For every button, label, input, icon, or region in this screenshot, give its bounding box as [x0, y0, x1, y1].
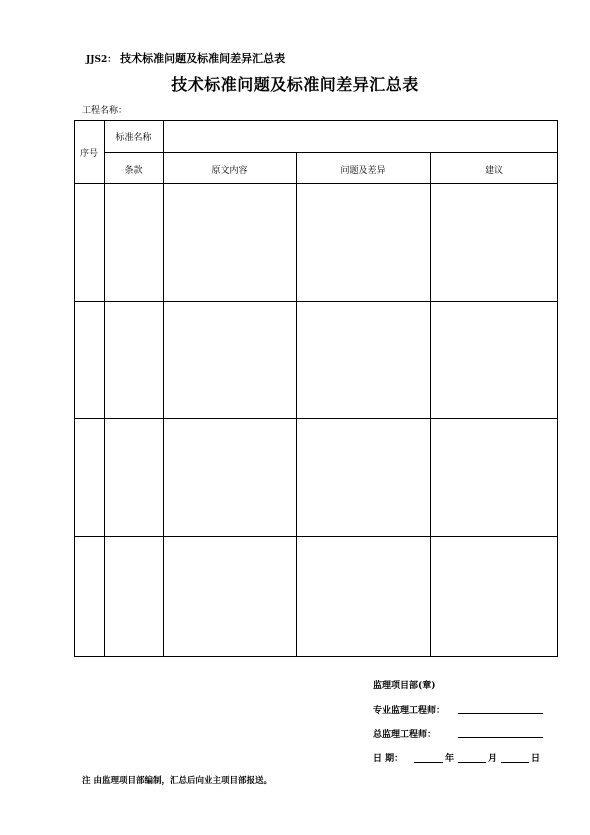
column-header-original: 原文内容	[211, 166, 248, 176]
column-header-suggestion: 建议	[484, 166, 503, 176]
column-line	[296, 152, 297, 657]
serial-header: 序号	[79, 149, 98, 159]
header-bottom-line	[74, 183, 558, 184]
column-header-issue: 问题及差异	[340, 166, 386, 176]
row-divider	[74, 536, 558, 537]
column-line	[163, 120, 164, 657]
chief-signature-line[interactable]	[458, 737, 543, 738]
form-code-line	[86, 50, 285, 66]
year-label: 年	[445, 754, 455, 764]
header-divider	[104, 152, 558, 153]
engineer-label: 专业监理工程师：	[373, 706, 446, 716]
day-label: 日	[531, 754, 541, 764]
month-label: 月	[488, 754, 498, 764]
column-line	[104, 120, 105, 657]
engineer-signature-line[interactable]	[458, 713, 543, 714]
month-input-line[interactable]	[458, 762, 486, 763]
row-divider	[74, 418, 558, 419]
year-input-line[interactable]	[414, 762, 443, 763]
chief-engineer-label: 总监理工程师：	[373, 730, 437, 740]
column-line	[430, 152, 431, 657]
project-name-label: 工程名称：	[82, 106, 128, 116]
page-title: 技术标准问题及标准间差异汇总表	[171, 75, 419, 94]
form-code: JJS2：	[86, 55, 117, 65]
column-header-clause: 条款	[124, 166, 143, 176]
form-code-title: 技术标准问题及标准间差异汇总表	[120, 52, 286, 65]
row-divider	[74, 301, 558, 302]
table-frame	[74, 120, 558, 657]
day-input-line[interactable]	[501, 762, 529, 763]
standard-name-label: 标准名称	[115, 133, 152, 143]
footnote: 注 由监理项目部编制，汇总后向业主项目部报送。	[82, 776, 272, 786]
date-label: 日 期：	[373, 754, 404, 764]
supervision-dept-seal: 监理项目部(章)	[373, 681, 436, 691]
